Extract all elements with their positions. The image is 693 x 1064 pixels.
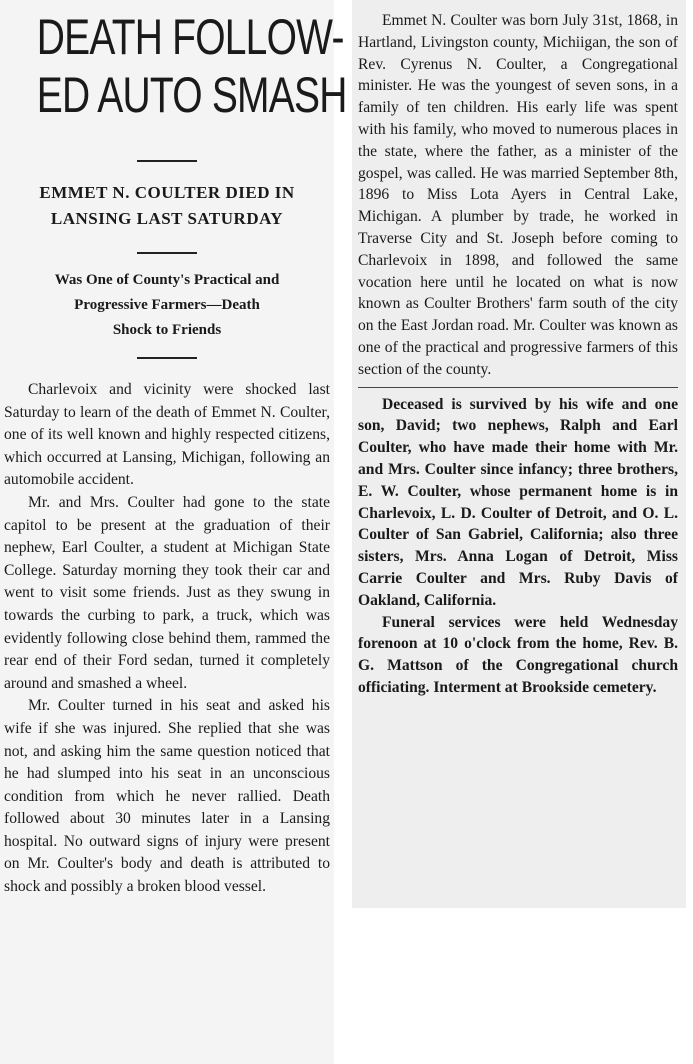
left-paragraph: Charlevoix and vicinity were shocked last Saturday to learn of the death of Emmet N. Coulter, one of its well known and highly respected citizens, which occurred at Lansing, Michigan, following an automobile accident.	[4, 381, 330, 489]
subhead-secondary-line-2: Progressive Farmers—Death	[74, 297, 260, 313]
right-paragraph-funeral: Funeral services were held Wednesday forenoon at 10 o'clock from the home, Rev. B. G. Mattson of the Congregational church officiating. Interment at Brookside cemetery.	[358, 613, 678, 696]
right-paragraph-survivors: Deceased is survived by his wife and one son, David; two nephews, Ralph and Earl Coulter, who have made their home with Mr. and Mrs. Coulter since infancy; three brothers, E. W. Coulter, whose permanent home is in Charlevoix, L. D. Coulter of Detroit, and O. L. Coulter of San Gabriel, California; also three sisters, Mrs. Anna Logan of Detroit, Miss Carrie Coulter and Mrs. Ruby Davis of Oakland, California.	[358, 395, 678, 609]
subhead-primary-line-1: EMMET N. COULTER DIED IN	[39, 183, 295, 202]
subhead-secondary-line-3: Shock to Friends	[112, 322, 222, 338]
right-column	[352, 0, 686, 908]
headline-line-2: ED AUTO SMASH	[36, 67, 347, 123]
subhead-secondary-line-1: Was One of County's Practical and	[54, 272, 280, 288]
right-body	[352, 0, 686, 699]
subhead-primary	[0, 180, 334, 232]
right-paragraph-biography: Emmet N. Coulter was born July 31st, 1868, in Hartland, Livingston county, Michiigan, the son of Rev. Cyrenus N. Coulter, a Congregational minister. He was the youngest of seven sons, in a family of ten children. His early life was spent with his family, who moved to numerous places in the state, where the father, as a minister of the gospel, was called. He was married September 8th, 1896 to Miss Lota Ayers in Central Lake, Michigan. A plumber by trade, he worked in Traverse City and St. Joseph before coming to Charlevoix in 1898, and followed the same vocation here until he located on what is now known as Coulter Brothers' farm south of the city on the East Jordan road. Mr. Coulter was known as one of the practical and progressive farmers of this section of the county.	[358, 12, 678, 378]
left-paragraph: Mr. and Mrs. Coulter had gone to the state capitol to be present at the graduation of their nephew, Earl Coulter, a student at Michigan State College. Saturday morning they took their car and went to visit some friends. Just as they swung in towards the curbing to park, a truck, which was evidently following close behind them, rammed the rear end of their Ford sedan, turned it completely around and smashed a wheel.	[4, 493, 330, 692]
left-body	[0, 379, 334, 899]
headline	[36, 8, 347, 124]
left-paragraph: Mr. Coulter turned in his seat and asked his wife if she was injured. She replied that she was not, and asking him the same question noticed that he had slumped into his seat in an unconscious condition from which he never rallied. Death followed about 30 minutes later in a Lansing hospital. No outward signs of injury were present on Mr. Coulter's body and death is attributed to shock and possibly a broken blood vessel.	[4, 697, 330, 896]
divider	[358, 387, 678, 388]
subhead-primary-line-2: LANSING LAST SATURDAY	[50, 209, 284, 228]
headline-line-1: DEATH FOLLOW-	[36, 9, 344, 65]
subhead-secondary	[0, 268, 334, 343]
